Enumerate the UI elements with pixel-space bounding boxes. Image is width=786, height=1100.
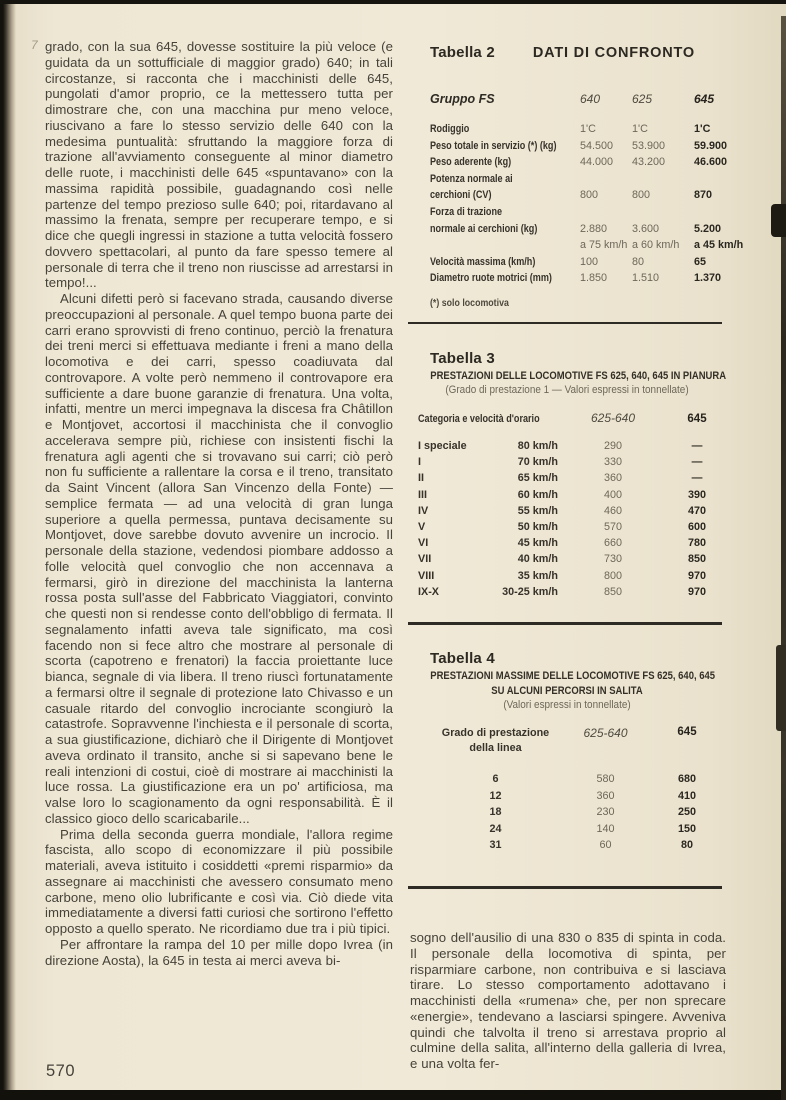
- table-cell: 600: [687, 521, 706, 534]
- table-row: [430, 204, 726, 221]
- table-cell: 2.880: [580, 222, 608, 235]
- row-label: Potenza normale ai: [430, 172, 513, 185]
- row-label: Forza di trazione: [430, 205, 503, 218]
- body-paragraph: grado, con la sua 645, dovesse sostituire la più veloce (e guidata da un sottufficiale di maggior grado) 640; in tali circostanze, si racconta che i macchinisti delle 645, pungolati d'amor proprio, ce la mettessero tutta per dimostrare che, con una macchina pur meno veloce, riuscivano a fare lo stesso servizio delle 640 con la medesima puntualità: sfruttando la maggiore forza di trazione all'avviamento conseguente al minor diametro delle ruote, i macchinisti delle 645 «spuntavano» con la massima rapidità possibile, guadagnando così nelle partenze del tempo prezioso sulle 640; poi, ritardavano al massimo la frenata, sempre per recuperare tempo, e si dice che quegli ingressi in stazione a tutta velocità fossero dovvero spettacolari, al punto da fare spesso temere al personale di terra che il treno non riuscisse ad arrestarsi in tempo!...: [45, 39, 393, 291]
- table2-caption-row: [430, 44, 695, 61]
- table2-col-645: 645: [694, 92, 715, 106]
- table4-title-line2: SU ALCUNI PERCORSI IN SALITA: [491, 685, 643, 697]
- table-cell: 570: [603, 521, 622, 534]
- table-cell: 43.200: [632, 156, 666, 169]
- table2-rows: [430, 121, 744, 287]
- category-cell: III: [418, 488, 427, 501]
- speed-cell: 65 km/h: [517, 472, 558, 485]
- row-label: Diametro ruote motrici (mm): [430, 272, 552, 285]
- speed-cell: 30-25 km/h: [502, 585, 558, 598]
- section-rule: [408, 322, 722, 324]
- table-cell: 800: [580, 189, 599, 202]
- table-cell: 80: [680, 839, 693, 852]
- table-cell: 60: [599, 839, 612, 852]
- table-cell: 850: [603, 585, 622, 598]
- table4-col-grade: [428, 726, 563, 756]
- table-row: [408, 551, 726, 567]
- category-cell: II: [418, 472, 424, 485]
- row-label: Peso totale in servizio (*) (kg): [430, 139, 557, 152]
- category-cell: VIII: [418, 569, 435, 582]
- grade-cell: 24: [489, 822, 502, 835]
- table-cell: 1.370: [694, 272, 722, 285]
- table4-col-grade-line2: della linea: [469, 742, 522, 754]
- page-number: 570: [46, 1062, 76, 1080]
- table4-header-row: [408, 726, 726, 756]
- table3-rows: [408, 438, 726, 600]
- table-cell: 59.900: [694, 139, 728, 152]
- table4-col-625-640: 625-640: [583, 726, 628, 740]
- table-cell: 100: [580, 255, 599, 268]
- grade-cell: 12: [489, 789, 502, 802]
- speed-cell: 80 km/h: [517, 440, 558, 452]
- row-label: Peso aderente (kg): [430, 156, 512, 169]
- table4-rows: [408, 771, 726, 854]
- speed-cell: 60 km/h: [517, 488, 558, 501]
- table-cell: 53.900: [632, 139, 666, 152]
- table-cell: 3.600: [632, 222, 660, 235]
- row-label: Velocità massima (km/h): [430, 255, 536, 268]
- body-paragraph: sogno dell'ausilio di una 830 o 835 di spinta in coda. Il personale della locomotiva di spinta, per risparmiare carbone, non contribuiva e si lasciava tirare. Lo stesso comportamento adottavano i macchinisti della «rumena» che, per non sprecare «energie», tendevano a lasciarsi spingere. Avveniva quindi che talvolta il treno si arrestava proprio al culmine della salita, all'interno della galleria di Ivrea, e una volta fer-: [410, 930, 726, 1071]
- table3: [408, 350, 726, 600]
- table-cell: 970: [687, 585, 706, 598]
- table-cell: 730: [603, 553, 622, 566]
- table-row: [430, 254, 726, 271]
- table-cell: 54.500: [580, 139, 614, 152]
- table-cell: 80: [632, 255, 645, 268]
- table-row: [408, 821, 726, 838]
- row-label: Rodiggio: [430, 123, 470, 135]
- table-cell: 400: [603, 488, 622, 501]
- right-text-column: [410, 930, 726, 1072]
- table-row: [408, 568, 726, 584]
- table3-subtitle: (Grado di prestazione 1 — Valori espressi in tonnellate): [445, 384, 689, 396]
- table4-subtitle: (Valori espressi in tonnellate): [503, 699, 631, 711]
- table3-header-row: [408, 411, 726, 425]
- body-paragraph: Prima della seconda guerra mondiale, l'allora regime fascista, allo scopo di economizzare il più possibile materiali, aveva istituito i cosiddetti «premi risparmio» da assegnare ai macchinisti che avessero consumato meno carbone, meno olio lubrificante e così via. Ciò diede vita immediatamente a diversi fatti curiosi che sortirono l'effetto opposto a quello sperato. Ne ricordiamo due tra i più tipici.: [45, 826, 393, 936]
- table-row: [430, 221, 726, 238]
- table-row: [408, 487, 726, 503]
- speed-cell: 50 km/h: [517, 521, 558, 534]
- page-edge-bottom: [0, 1090, 786, 1100]
- table-cell: 1'C: [632, 123, 648, 135]
- category-cell: VI: [418, 537, 429, 550]
- table-row: [408, 771, 726, 788]
- table-cell: 800: [603, 569, 622, 582]
- category-cell: I speciale: [418, 440, 467, 452]
- table-cell: 680: [677, 773, 696, 785]
- table-cell: 1.850: [580, 272, 608, 285]
- table-row: [430, 154, 726, 171]
- table-row: [408, 470, 726, 486]
- grade-cell: 31: [489, 839, 502, 852]
- table-cell: 65: [694, 255, 707, 268]
- table-row: [408, 519, 726, 535]
- table-row: [408, 535, 726, 551]
- table-cell: 1.510: [632, 272, 660, 285]
- row-label: normale ai cerchioni (kg): [430, 222, 538, 235]
- table-cell: 150: [677, 822, 696, 835]
- section-rule: [408, 622, 722, 625]
- section-rule: [408, 886, 722, 889]
- table-cell: 460: [603, 504, 622, 517]
- table-cell: 44.000: [580, 156, 614, 169]
- table-row: [408, 788, 726, 805]
- speed-cell: 45 km/h: [517, 537, 558, 550]
- table-cell: 410: [677, 789, 696, 802]
- table-cell: 290: [603, 440, 622, 452]
- table-cell: 970: [687, 569, 706, 582]
- table-cell: 800: [632, 189, 651, 202]
- table-cell: 360: [603, 472, 622, 485]
- table2: [430, 92, 744, 309]
- table-cell: 470: [687, 504, 706, 517]
- table4-label: Tabella 4: [430, 650, 495, 667]
- table-cell: 660: [603, 537, 622, 550]
- category-cell: IV: [418, 504, 429, 517]
- table-row: [408, 837, 726, 854]
- table-cell: 46.600: [694, 156, 728, 169]
- table3-col-category: Categoria e velocità d'orario: [418, 413, 540, 425]
- table2-header-row: [430, 92, 726, 106]
- table4: [408, 650, 726, 854]
- page-edge-tab-mark: [771, 204, 786, 237]
- speed-cell: 35 km/h: [517, 569, 558, 582]
- category-cell: VII: [418, 553, 432, 566]
- table-cell: 250: [677, 806, 696, 819]
- table2-group-header: Gruppo FS: [430, 92, 495, 106]
- table-cell: 870: [694, 189, 713, 202]
- table-cell: 5.200: [694, 222, 722, 235]
- table-cell: 850: [687, 553, 706, 566]
- table-row: [430, 237, 744, 254]
- table3-col-645: 645: [687, 413, 707, 425]
- table-cell: —: [691, 472, 703, 485]
- page-edge-top: [0, 0, 786, 4]
- table-row: [408, 454, 726, 470]
- body-paragraph: Per affrontare la rampa del 10 per mille dopo Ivrea (in direzione Aosta), la 645 in testa ai merci aveva bi-: [45, 936, 393, 968]
- handwritten-margin-mark: 7: [31, 38, 38, 52]
- table-cell: 580: [596, 773, 615, 785]
- table-cell: —: [691, 440, 703, 452]
- table-row: [408, 503, 726, 519]
- table-cell: a 75 km/h: [580, 239, 628, 252]
- table-cell: 230: [596, 806, 615, 819]
- table3-title: PRESTAZIONI DELLE LOCOMOTIVE FS 625, 640, 645 IN PIANURA: [430, 370, 727, 382]
- category-cell: V: [418, 521, 426, 534]
- table2-title: DATI DI CONFRONTO: [532, 45, 695, 61]
- table2-col-625: 625: [632, 92, 653, 106]
- body-paragraph: Alcuni difetti però si facevano strada, causando diverse preoccupazioni al personale. A quel tempo buona parte dei carri erano sprovvisti di freno continuo, perciò la frenatura dei treni merci si effettuava mediante i freni a mano della locomotiva e dei carri, spesso coadiuvata dal controvapore. A volte però nemmeno il controvapore era sufficiente a dare buone garanzie di frenatura. Una volta, infatti, mentre un merci impegnava la discesa fra Châtillon e Montjovet, accortosi il macchinista che il convoglio accelerava sempre più, richiese con insistenti fischi la frenatura agli agenti che si trovavano sui carri; ciò però non fu sufficiente a rallentare la corsa e il treno, transitato da Saint Vincent (allora San Vincenzo della Fonte) — semplice fermata — ad una velocità di gran lunga superiore a quella permessa, puntava decisamente su Montjovet, dove sarebbe dovuto avvenire un incrocio. Il personale della stazione, vedendosi piombare addosso a folle velocità quel convoglio che non accennava a fermarsi, girò in direzione del macchinista la lanterna rossa posta sull'asse del Fabbricato Viaggiatori, convinto che questi non si rendesse conto dell'obbligo di fermata. Il segnalamento infatti aveva tale significato, ma così facendo non si fece altro che mostrare al personale di scorta (capotreno e frenatori) la faccia proiettante luce bianca, segnale di via libera. Il treno riuscì fortunatamente a fermarsi oltre il segnale di protezione lato Chivasso e un casuale ritardo del convoglio incrociante scongiurò la catastrofe. Sopravvenne l'inchiesta e il personale di scorta, a sua giustificazione, dichiarò che il Dirigente di Montjovet aveva ordinato il transito, anche si si sapevano bene le reali intenzioni di costui, cioè di mostrare ai macchinisti la luce rossa. La giustificazione era un po' artificiosa, ma valse loro lo scagionamento da ogni responsabilità. È il classico gioco dello scaricabarile...: [45, 291, 393, 826]
- table-cell: 390: [687, 488, 706, 501]
- speed-cell: 40 km/h: [517, 553, 558, 566]
- table4-col-645: 645: [677, 726, 697, 738]
- table-row: [408, 438, 726, 454]
- table-row: [408, 584, 726, 600]
- table-row: [430, 121, 726, 138]
- table-row: [408, 804, 726, 821]
- table3-col-625-640: 625-640: [590, 411, 636, 425]
- table-row: [430, 187, 726, 204]
- table3-label: Tabella 3: [430, 350, 495, 367]
- page-edge-right: [781, 16, 786, 1100]
- table-cell: 330: [603, 456, 622, 469]
- table2-footnote: (*) solo locomotiva: [430, 297, 509, 309]
- category-cell: I: [418, 456, 421, 469]
- left-text-column: [45, 39, 393, 968]
- table-cell: 1'C: [580, 123, 596, 135]
- grade-cell: 6: [492, 773, 499, 785]
- page-edge-ink-mark: [776, 645, 786, 731]
- table-cell: a 45 km/h: [694, 239, 744, 252]
- table-cell: a 60 km/h: [632, 239, 680, 252]
- row-label: cerchioni (CV): [430, 189, 492, 202]
- table-cell: 1'C: [694, 123, 711, 135]
- table4-col-grade-line1: Grado di prestazione: [441, 727, 550, 739]
- table2-col-640: 640: [580, 92, 601, 106]
- table4-title-line1: PRESTAZIONI MASSIME DELLE LOCOMOTIVE FS 625, 640, 645: [430, 670, 716, 682]
- table-cell: 780: [687, 537, 706, 550]
- table-row: [430, 171, 726, 188]
- grade-cell: 18: [489, 806, 502, 819]
- book-spine-shadow: [0, 0, 16, 1100]
- table-cell: 360: [596, 789, 615, 802]
- table-row: [430, 270, 726, 287]
- table2-label: Tabella 2: [430, 44, 495, 61]
- speed-cell: 55 km/h: [517, 504, 558, 517]
- speed-cell: 70 km/h: [517, 456, 558, 469]
- table-cell: —: [691, 456, 703, 469]
- table-row: [430, 138, 726, 155]
- category-cell: IX-X: [418, 585, 439, 598]
- table-cell: 140: [596, 822, 615, 835]
